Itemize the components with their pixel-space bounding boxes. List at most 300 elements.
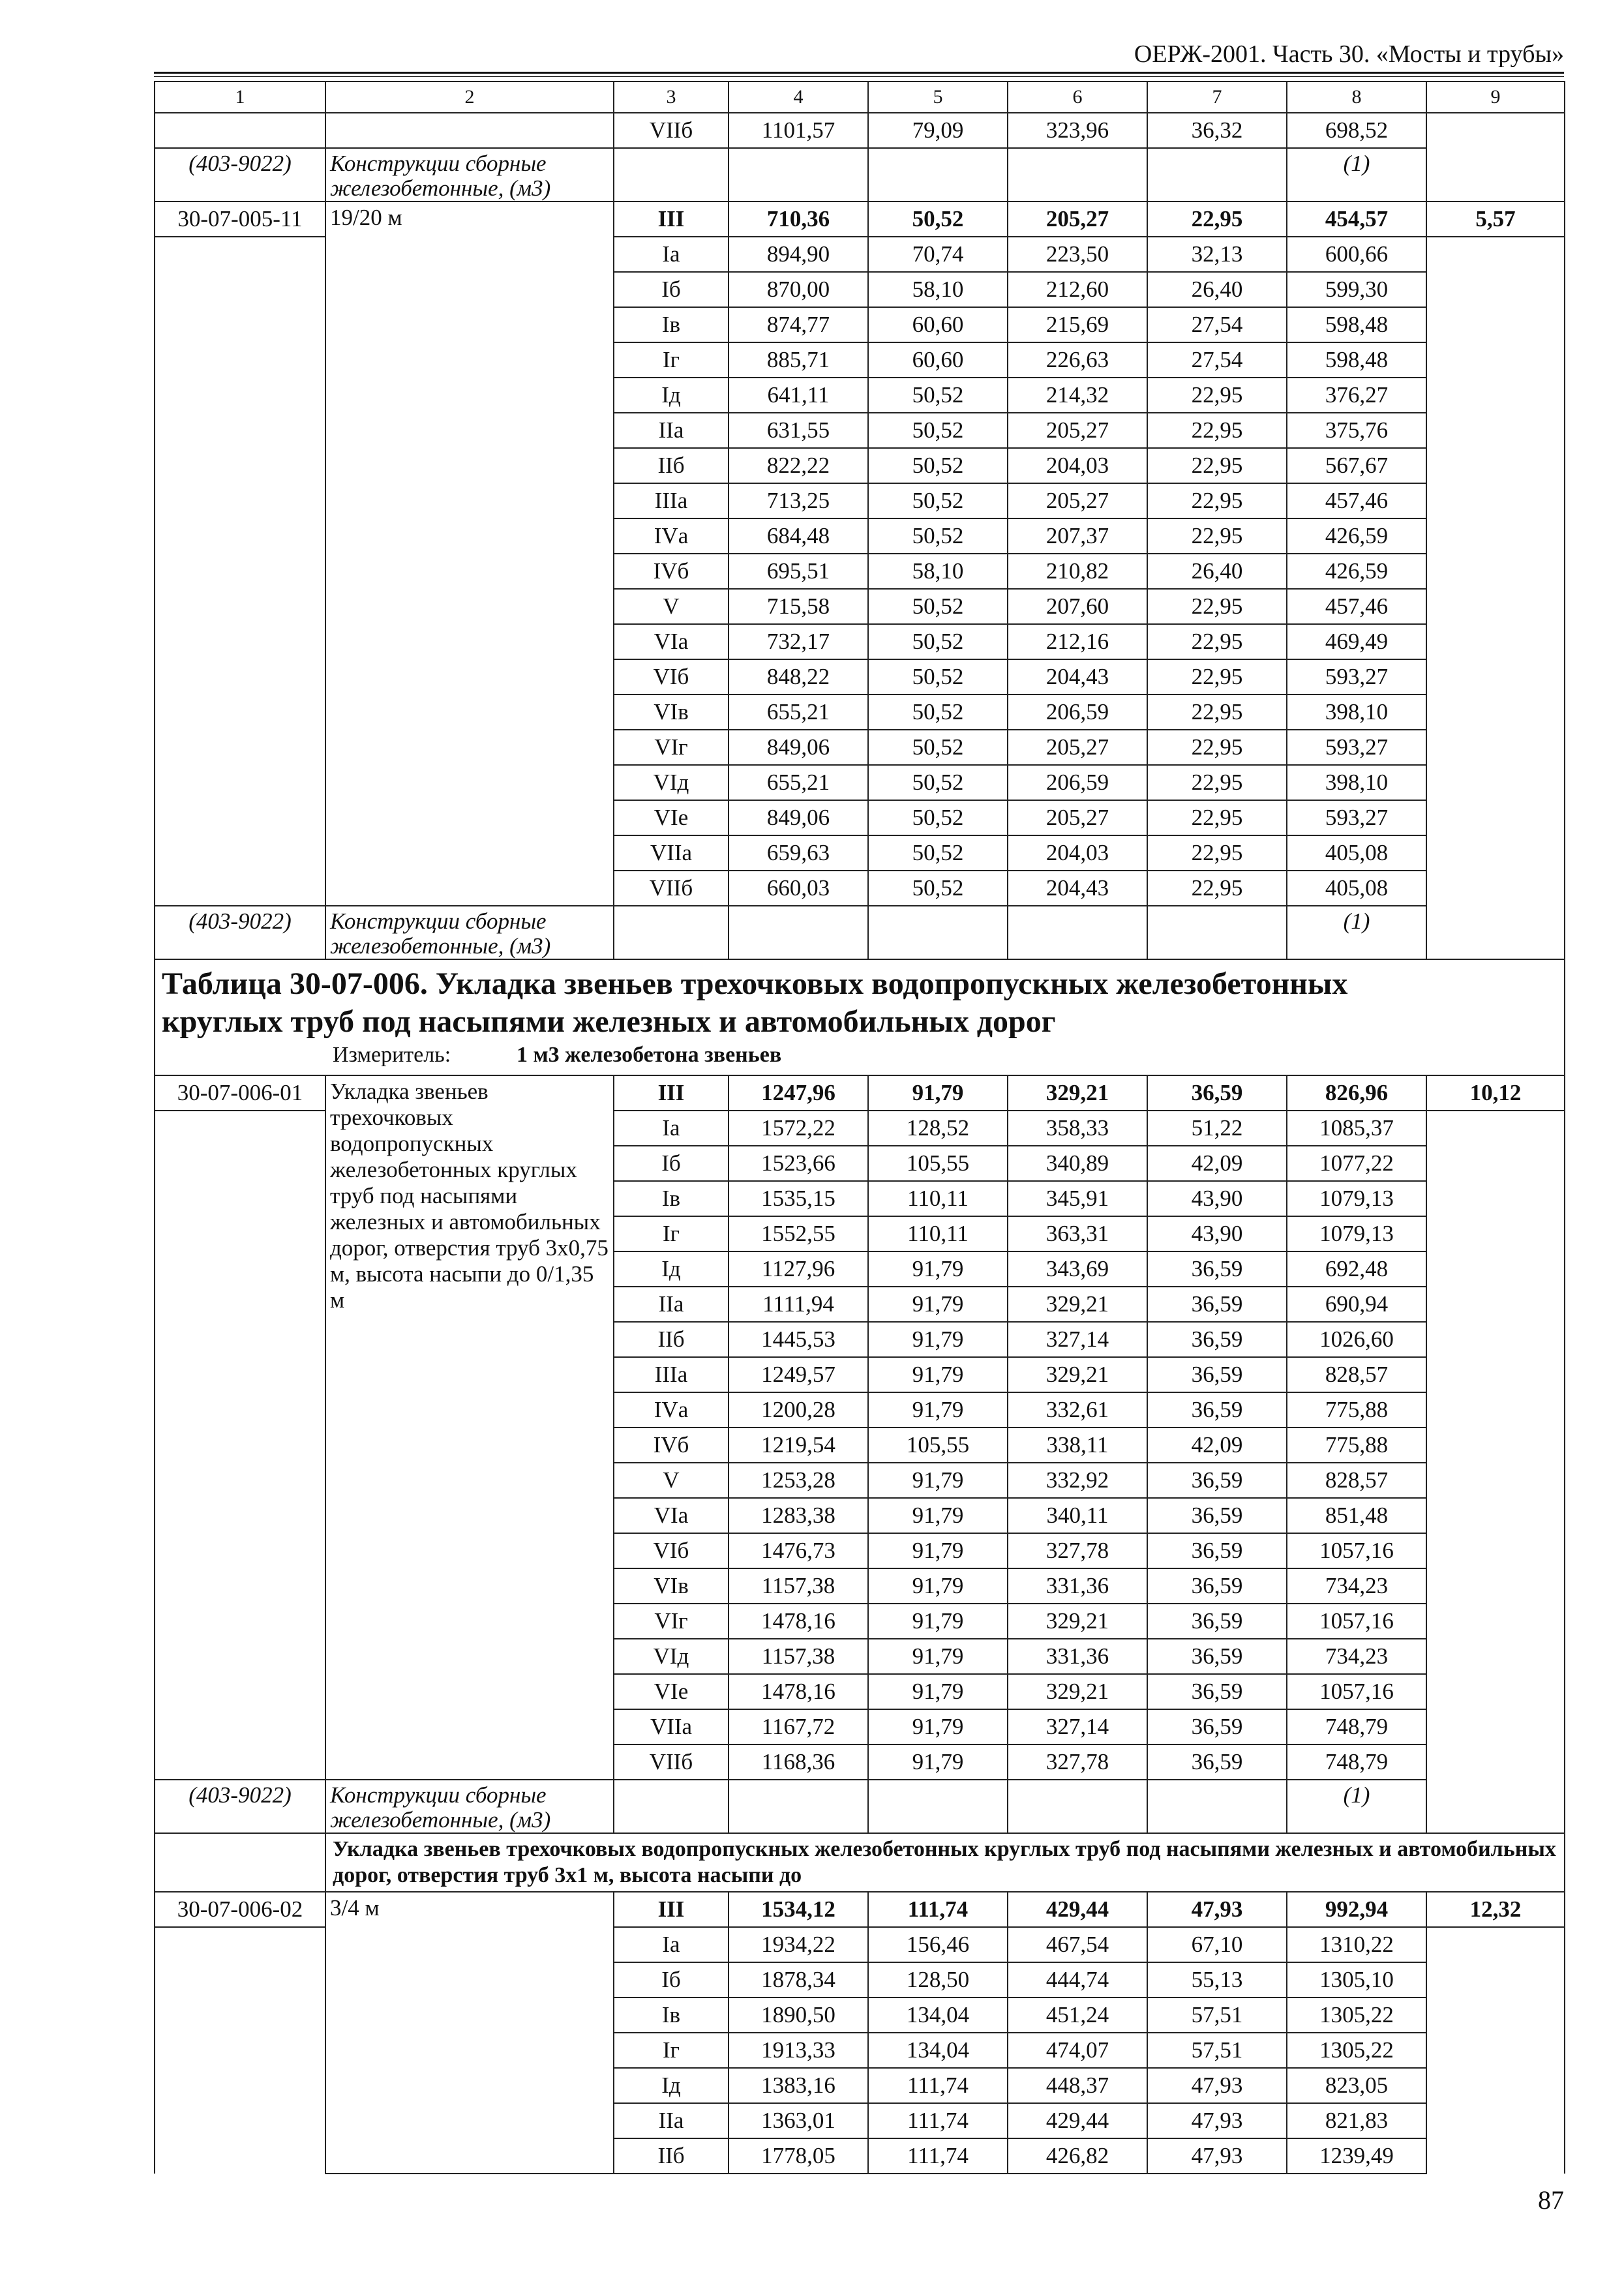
value-cell: 1057,16 [1287,1533,1426,1568]
empty-cell [155,378,325,413]
empty-cell [1426,659,1565,695]
zone-cell: III [614,202,729,237]
empty-cell [1426,1674,1565,1709]
value-cell: 91,79 [868,1674,1008,1709]
value-cell: 156,46 [868,1927,1008,1962]
empty-cell [155,237,325,272]
value-cell: 429,44 [1008,1892,1147,1927]
value-cell: 22,95 [1147,765,1287,800]
value-cell: 426,59 [1287,554,1426,589]
value-cell: 329,21 [1008,1075,1147,1111]
value-cell: 111,74 [868,2103,1008,2138]
empty-cell [868,148,1008,202]
column-number: 5 [868,82,1008,113]
empty-cell [1426,448,1565,483]
empty-cell [155,342,325,378]
value-cell: 748,79 [1287,1709,1426,1744]
value-cell: 36,59 [1147,1392,1287,1428]
empty-cell [1426,307,1565,342]
value-cell: 47,93 [1147,2138,1287,2174]
value-cell: 332,61 [1008,1392,1147,1428]
value-cell: 821,83 [1287,2103,1426,2138]
value-cell: 204,03 [1008,448,1147,483]
value-cell: 22,95 [1147,871,1287,906]
empty-cell [155,1927,325,1962]
value-cell: 50,52 [868,413,1008,448]
value-cell: 332,92 [1008,1463,1147,1498]
empty-cell [155,1251,325,1287]
value-cell: 1890,50 [729,1997,868,2033]
empty-cell [155,113,325,148]
measure-value: 1 м3 железобетона звеньев [517,1043,782,1067]
value-cell: 22,95 [1147,695,1287,730]
empty-cell [155,1568,325,1604]
empty-cell [155,1744,325,1780]
value-cell: 105,55 [868,1146,1008,1181]
value-cell: 36,59 [1147,1322,1287,1357]
zone-cell: Iг [614,342,729,378]
value-cell: 398,10 [1287,695,1426,730]
value-cell: 1913,33 [729,2033,868,2068]
value-cell: 22,95 [1147,800,1287,835]
zone-cell: VIIа [614,835,729,871]
value-cell: 641,11 [729,378,868,413]
empty-cell [155,871,325,906]
empty-cell [1426,1639,1565,1674]
value-cell: 42,09 [1147,1428,1287,1463]
empty-cell [1426,1568,1565,1604]
empty-cell [1426,272,1565,307]
empty-cell [1426,518,1565,554]
zone-cell: IIа [614,413,729,448]
value-cell: 874,77 [729,307,868,342]
value-cell: 1057,16 [1287,1604,1426,1639]
rate-code: 30-07-006-01 [155,1075,325,1111]
value-cell: 27,54 [1147,307,1287,342]
value-cell: 57,51 [1147,1997,1287,2033]
empty-cell [868,906,1008,959]
value-cell: 22,95 [1147,413,1287,448]
value-cell: 732,17 [729,624,868,659]
value-cell: 214,32 [1008,378,1147,413]
resource-code: (403-9022) [155,148,325,202]
empty-cell [1426,1357,1565,1392]
resource-description: Конструкции сборные железобетонные, (м3) [325,906,614,959]
value-cell: 474,07 [1008,2033,1147,2068]
value-cell: 655,21 [729,695,868,730]
value-cell: 58,10 [868,554,1008,589]
value-cell: 134,04 [868,2033,1008,2068]
value-cell: 375,76 [1287,413,1426,448]
value-cell: 204,43 [1008,659,1147,695]
empty-cell [729,148,868,202]
empty-cell [1426,765,1565,800]
empty-cell [155,2068,325,2103]
value-cell: 426,82 [1008,2138,1147,2174]
value-cell: 1157,38 [729,1639,868,1674]
value-cell: 212,60 [1008,272,1147,307]
subsection-title: Укладка звеньев трехочковых водопропускных железобетонных круглых труб под насыпями железных и автомобильных дорог, отверстия труб 3х1 м, высота насыпи до [325,1833,1565,1892]
empty-cell [1426,1392,1565,1428]
column-number: 3 [614,82,729,113]
value-cell: 822,22 [729,448,868,483]
empty-cell [155,1392,325,1428]
value-cell: 22,95 [1147,659,1287,695]
value-cell: 992,94 [1287,1892,1426,1927]
value-cell: 823,05 [1287,2068,1426,2103]
value-cell: 50,52 [868,800,1008,835]
value-cell: 51,22 [1147,1111,1287,1146]
value-cell: 91,79 [868,1744,1008,1780]
rate-code: 30-07-005-11 [155,202,325,237]
zone-cell: Iг [614,1216,729,1251]
zone-cell: IIIа [614,1357,729,1392]
empty-cell [155,730,325,765]
zone-cell: III [614,1892,729,1927]
value-cell: 206,59 [1008,765,1147,800]
value-cell: 327,78 [1008,1744,1147,1780]
empty-cell [1426,800,1565,835]
value-cell: 1476,73 [729,1533,868,1568]
value-cell: 710,36 [729,202,868,237]
value-cell: 1310,22 [1287,1927,1426,1962]
value-cell: 32,13 [1147,237,1287,272]
value-cell: 340,89 [1008,1146,1147,1181]
zone-cell: IIа [614,1287,729,1322]
value-cell: 1057,16 [1287,1674,1426,1709]
empty-cell [325,113,614,148]
value-cell: 22,95 [1147,518,1287,554]
zone-cell: Iб [614,1146,729,1181]
column-number: 4 [729,82,868,113]
value-cell: 329,21 [1008,1287,1147,1322]
value-cell: 55,13 [1147,1962,1287,1997]
empty-cell [1426,1927,1565,1962]
zone-cell: V [614,1463,729,1498]
value-cell: 405,08 [1287,871,1426,906]
empty-cell [1426,1287,1565,1322]
empty-cell [155,1604,325,1639]
empty-cell [1426,554,1565,589]
empty-cell [155,1146,325,1181]
value-cell: 215,69 [1008,307,1147,342]
zone-cell: Iд [614,1251,729,1287]
empty-cell [1426,1498,1565,1533]
value-cell: 659,63 [729,835,868,871]
zone-cell: IVб [614,554,729,589]
empty-cell [1426,2103,1565,2138]
empty-cell [155,1287,325,1322]
value-cell: 207,60 [1008,589,1147,624]
empty-cell [1426,2068,1565,2103]
value-cell: 469,49 [1287,624,1426,659]
value-cell: 1079,13 [1287,1181,1426,1216]
empty-cell [1426,1146,1565,1181]
table-title-line2: круглых труб под насыпями железных и автомобильных дорог [162,1004,1056,1039]
value-cell: 467,54 [1008,1927,1147,1962]
empty-cell [1008,1780,1147,1833]
empty-cell [155,518,325,554]
zone-cell: IIб [614,448,729,483]
zone-cell: VIIб [614,871,729,906]
value-cell: 1478,16 [729,1674,868,1709]
value-cell: 43,90 [1147,1216,1287,1251]
value-cell: 684,48 [729,518,868,554]
value-cell: 36,59 [1147,1498,1287,1533]
empty-cell [155,765,325,800]
value-cell: 36,59 [1147,1604,1287,1639]
empty-cell [1008,906,1147,959]
labor-cost: 10,12 [1426,1075,1565,1111]
zone-cell: VIа [614,624,729,659]
value-cell: 36,59 [1147,1251,1287,1287]
value-cell: 338,11 [1008,1428,1147,1463]
value-cell: 128,50 [868,1962,1008,1997]
zone-cell: VIа [614,1498,729,1533]
value-cell: 36,59 [1147,1568,1287,1604]
value-cell: 1478,16 [729,1604,868,1639]
empty-cell [1426,871,1565,906]
value-cell: 885,71 [729,342,868,378]
value-cell: 848,22 [729,659,868,695]
value-cell: 36,59 [1147,1709,1287,1744]
empty-cell [1426,1251,1565,1287]
empty-cell [1426,1604,1565,1639]
value-cell: 593,27 [1287,730,1426,765]
zone-cell: VIIа [614,1709,729,1744]
zone-cell: Iд [614,2068,729,2103]
subsection-title-row [155,1833,1565,1892]
empty-cell [155,1997,325,2033]
value-cell: 894,90 [729,237,868,272]
value-cell: 363,31 [1008,1216,1147,1251]
value-cell: 345,91 [1008,1181,1147,1216]
empty-cell [155,1709,325,1744]
column-number-row [155,82,1565,113]
value-cell: 50,52 [868,659,1008,695]
empty-cell [729,906,868,959]
resource-reference-row [155,1780,1565,1833]
value-cell: 331,36 [1008,1568,1147,1604]
empty-cell [1147,1780,1287,1833]
value-cell: 775,88 [1287,1392,1426,1428]
value-cell: 110,11 [868,1181,1008,1216]
zone-cell: Iв [614,1181,729,1216]
value-cell: 205,27 [1008,202,1147,237]
zone-cell: Iб [614,272,729,307]
empty-cell [155,2033,325,2068]
value-cell: 91,79 [868,1498,1008,1533]
value-cell: 1239,49 [1287,2138,1426,2174]
empty-cell [155,800,325,835]
column-number: 6 [1008,82,1147,113]
value-cell: 826,96 [1287,1075,1426,1111]
value-cell: 204,03 [1008,835,1147,871]
value-cell: 67,10 [1147,1927,1287,1962]
value-cell: 828,57 [1287,1463,1426,1498]
value-cell: 91,79 [868,1287,1008,1322]
value-cell: 43,90 [1147,1181,1287,1216]
value-cell: 50,52 [868,695,1008,730]
resource-code: (403-9022) [155,1780,325,1833]
value-cell: 655,21 [729,765,868,800]
empty-cell [155,1216,325,1251]
zone-cell: III [614,1075,729,1111]
empty-cell [155,2103,325,2138]
value-cell: 36,59 [1147,1463,1287,1498]
zone-cell: IIб [614,1322,729,1357]
zone-cell: Iа [614,1111,729,1146]
rates-table [154,81,1565,2174]
value-cell: 1219,54 [729,1428,868,1463]
value-cell: 451,24 [1008,1997,1147,2033]
empty-cell [1426,1709,1565,1744]
empty-cell [1426,589,1565,624]
resource-description: Конструкции сборные железобетонные, (м3) [325,1780,614,1833]
value-cell: 22,95 [1147,589,1287,624]
value-cell: 91,79 [868,1568,1008,1604]
column-number: 2 [325,82,614,113]
empty-cell [1147,906,1287,959]
value-cell: 22,95 [1147,483,1287,518]
value-cell: 713,25 [729,483,868,518]
zone-cell: Iг [614,2033,729,2068]
value-cell: 1572,22 [729,1111,868,1146]
value-cell: 448,37 [1008,2068,1147,2103]
table-body [155,82,1565,2174]
value-cell: 91,79 [868,1463,1008,1498]
value-cell: 210,82 [1008,554,1147,589]
empty-cell [1426,2138,1565,2174]
resource-quantity: (1) [1287,1780,1426,1833]
zone-cell: Iа [614,237,729,272]
zone-cell: VIг [614,730,729,765]
empty-cell [155,1498,325,1533]
empty-cell [155,413,325,448]
rate-description: Укладка звеньев трехочковых водопропускных железобетонных круглых труб под насыпями железных и автомобильных дорог, отверстия труб 3х0,75 м, высота насыпи до 0/1,35 м [325,1075,614,1780]
value-cell: 376,27 [1287,378,1426,413]
column-number: 9 [1426,82,1565,113]
value-cell: 734,23 [1287,1568,1426,1604]
value-cell: 50,52 [868,448,1008,483]
value-cell: 134,04 [868,1997,1008,2033]
value-cell: 1934,22 [729,1927,868,1962]
value-cell: 91,79 [868,1322,1008,1357]
value-cell: 22,95 [1147,448,1287,483]
empty-cell [614,148,729,202]
empty-cell [1426,483,1565,518]
empty-cell [155,589,325,624]
empty-cell [1426,1111,1565,1146]
value-cell: 660,03 [729,871,868,906]
value-cell: 692,48 [1287,1251,1426,1287]
zone-cell: Iв [614,307,729,342]
value-cell: 1077,22 [1287,1146,1426,1181]
value-cell: 1127,96 [729,1251,868,1287]
zone-cell: VIб [614,659,729,695]
empty-cell [155,1322,325,1357]
value-cell: 22,95 [1147,202,1287,237]
value-cell: 36,59 [1147,1674,1287,1709]
value-cell: 105,55 [868,1428,1008,1463]
zone-cell: IVа [614,518,729,554]
empty-cell [1426,1997,1565,2033]
zone-cell: IVа [614,1392,729,1428]
empty-cell [729,1780,868,1833]
table-row [155,1892,1565,1927]
value-cell: 593,27 [1287,800,1426,835]
value-cell: 1168,36 [729,1744,868,1780]
value-cell: 50,52 [868,624,1008,659]
resource-reference-row [155,148,1565,202]
value-cell: 851,48 [1287,1498,1426,1533]
value-cell: 828,57 [1287,1357,1426,1392]
value-cell: 358,33 [1008,1111,1147,1146]
zone-cell: VIд [614,1639,729,1674]
value-cell: 1111,94 [729,1287,868,1322]
empty-cell [155,1428,325,1463]
labor-cost: 12,32 [1426,1892,1565,1927]
value-cell: 870,00 [729,272,868,307]
value-cell: 1878,34 [729,1962,868,1997]
empty-cell [1426,1962,1565,1997]
value-cell: 1363,01 [729,2103,868,2138]
zone-cell: Iа [614,1927,729,1962]
zone-cell: Iв [614,1997,729,2033]
value-cell: 50,52 [868,378,1008,413]
value-cell: 1523,66 [729,1146,868,1181]
value-cell: 223,50 [1008,237,1147,272]
table-row [155,202,1565,237]
rate-code: 30-07-006-02 [155,1892,325,1927]
value-cell: 457,46 [1287,483,1426,518]
empty-cell [1426,1463,1565,1498]
value-cell: 205,27 [1008,800,1147,835]
table-title-line1: Таблица 30-07-006. Укладка звеньев трехочковых водопропускных железобетонных [162,966,1348,1001]
value-cell: 1249,57 [729,1357,868,1392]
empty-cell [155,1533,325,1568]
zone-cell: VIв [614,1568,729,1604]
value-cell: 1552,55 [729,1216,868,1251]
header-rule [154,72,1564,74]
empty-cell [614,906,729,959]
resource-quantity: (1) [1287,906,1426,959]
empty-cell [1426,1533,1565,1568]
value-cell: 22,95 [1147,624,1287,659]
resource-reference-row [155,906,1565,959]
empty-cell [155,483,325,518]
empty-cell [1147,148,1287,202]
value-cell: 36,59 [1147,1357,1287,1392]
value-cell: 1101,57 [729,113,868,148]
value-cell: 50,52 [868,589,1008,624]
table-title-row [155,959,1565,1075]
value-cell: 60,60 [868,342,1008,378]
value-cell: 748,79 [1287,1744,1426,1780]
value-cell: 128,52 [868,1111,1008,1146]
value-cell: 849,06 [729,800,868,835]
value-cell: 79,09 [868,113,1008,148]
empty-cell [155,1833,325,1892]
value-cell: 70,74 [868,237,1008,272]
empty-cell [155,448,325,483]
empty-cell [1426,1322,1565,1357]
value-cell: 405,08 [1287,835,1426,871]
value-cell: 454,57 [1287,202,1426,237]
rate-description: 19/20 м [325,202,614,906]
empty-cell [868,1780,1008,1833]
zone-cell: VIг [614,1604,729,1639]
